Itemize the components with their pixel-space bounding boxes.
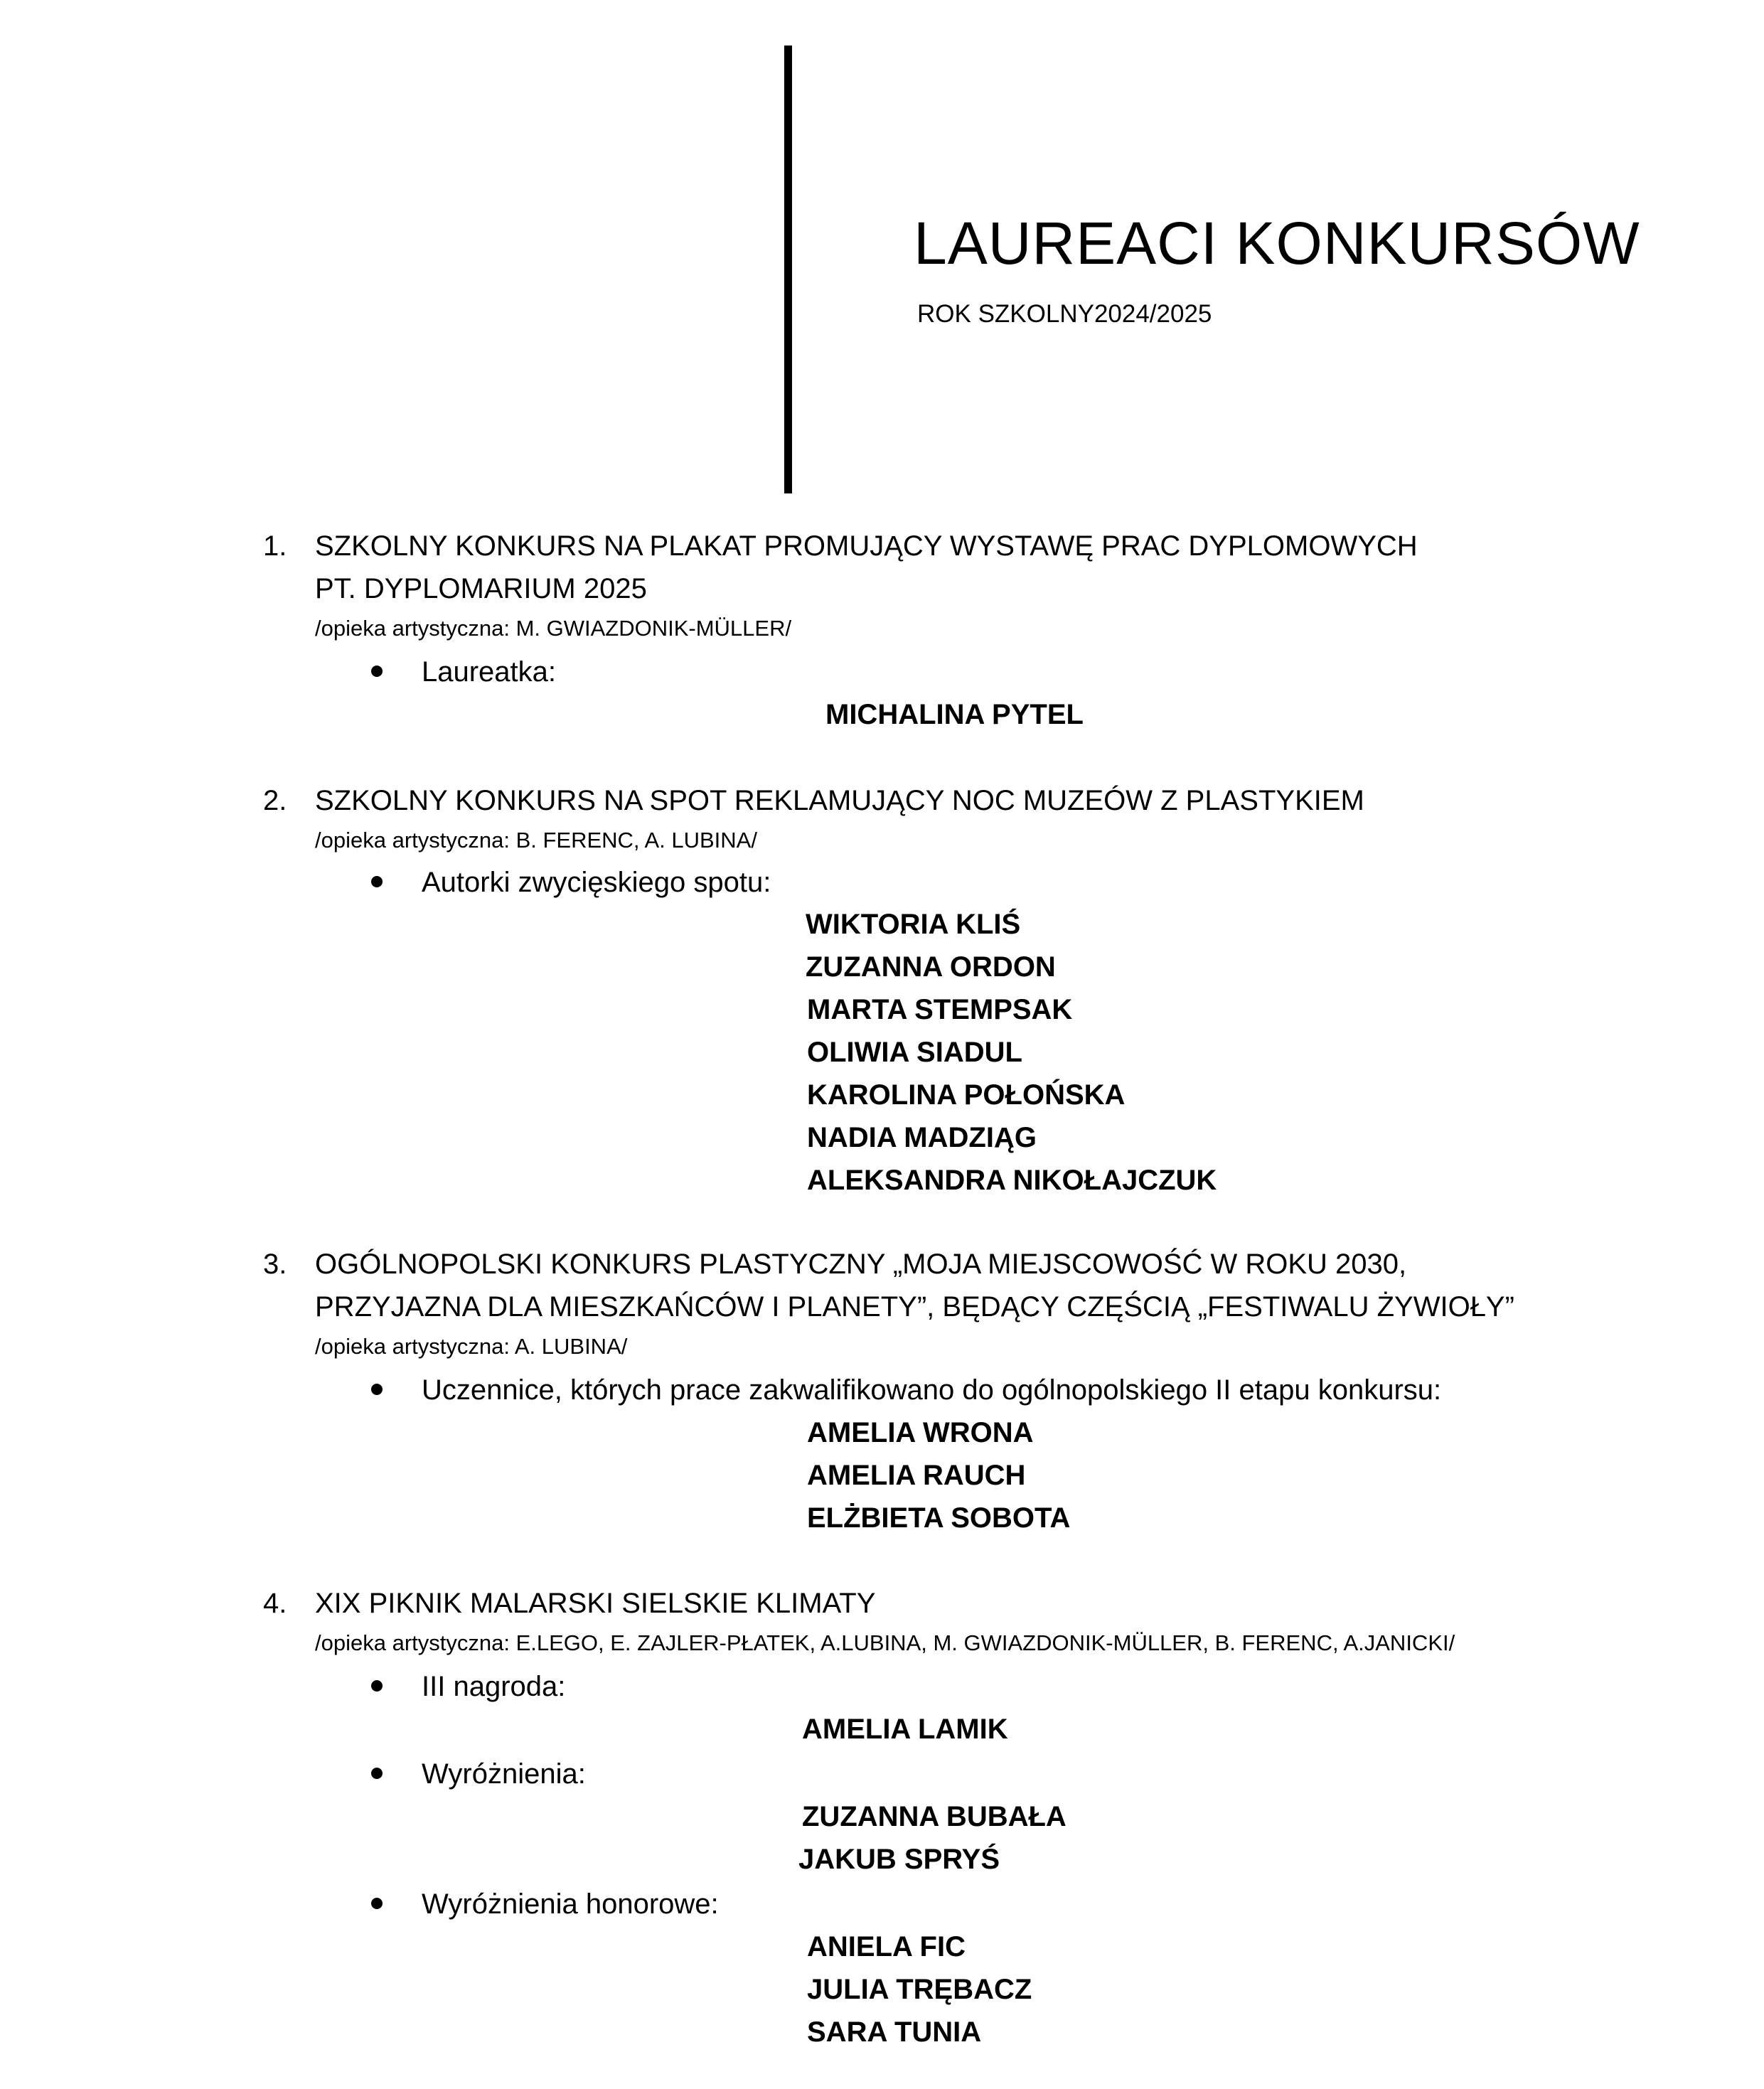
page-title: LAUREACI KONKURSÓW xyxy=(914,210,1640,277)
award-label: Uczennice, których prace zakwalifikowano do ogólnopolskiego II etapu konkursu: xyxy=(422,1374,1442,1406)
artistic-care-note: /opieka artystyczna: A. LUBINA/ xyxy=(315,1334,628,1359)
bullet-icon xyxy=(371,666,383,677)
laureate-name: ANIELA FIC xyxy=(807,1931,966,1962)
laureate-name: WIKTORIA KLIŚ xyxy=(806,909,1021,940)
award-label: Wyróżnienia: xyxy=(422,1758,586,1790)
bullet-icon xyxy=(371,1384,383,1395)
section-number: 4. xyxy=(263,1588,287,1619)
section-title-line: XIX PIKNIK MALARSKI SIELSKIE KLIMATY xyxy=(315,1588,876,1619)
award-label: Laureatka: xyxy=(422,656,557,688)
laureate-name: ZUZANNA BUBAŁA xyxy=(802,1801,1067,1832)
bullet-icon xyxy=(371,1680,383,1692)
laureate-name: SARA TUNIA xyxy=(807,2016,982,2048)
laureate-name: ALEKSANDRA NIKOŁAJCZUK xyxy=(807,1165,1217,1196)
artistic-care-note: /opieka artystyczna: B. FERENC, A. LUBINA/ xyxy=(315,828,757,853)
section-title-line: SZKOLNY KONKURS NA SPOT REKLAMUJĄCY NOC MUZEÓW Z PLASTYKIEM xyxy=(315,785,1364,816)
bullet-icon xyxy=(371,1898,383,1909)
section-title-line: PT. DYPLOMARIUM 2025 xyxy=(315,573,647,604)
bullet-icon xyxy=(371,876,383,887)
laureate-name: OLIWIA SIADUL xyxy=(807,1037,1022,1068)
section-title-line: SZKOLNY KONKURS NA PLAKAT PROMUJĄCY WYSTAWĘ PRAC DYPLOMOWYCH xyxy=(315,530,1418,562)
laureate-name: AMELIA RAUCH xyxy=(807,1460,1026,1491)
laureate-name: JULIA TRĘBACZ xyxy=(807,1974,1032,2005)
award-label: Autorki zwycięskiego spotu: xyxy=(422,867,771,898)
laureate-name: ELŻBIETA SOBOTA xyxy=(807,1502,1071,1534)
header-divider-line xyxy=(784,46,792,493)
laureate-name: ZUZANNA ORDON xyxy=(806,951,1056,983)
laureate-name: MICHALINA PYTEL xyxy=(825,699,1084,730)
award-label: Wyróżnienia honorowe: xyxy=(422,1888,719,1920)
section-number: 2. xyxy=(263,785,287,816)
laureate-name: AMELIA LAMIK xyxy=(802,1714,1008,1745)
section-number: 3. xyxy=(263,1249,287,1280)
laureate-name: MARTA STEMPSAK xyxy=(807,994,1073,1025)
artistic-care-note: /opieka artystyczna: M. GWIAZDONIK-MÜLLER/ xyxy=(315,616,792,641)
award-label: III nagroda: xyxy=(422,1671,566,1702)
section-number: 1. xyxy=(263,530,287,562)
section-title-line: PRZYJAZNA DLA MIESZKAŃCÓW I PLANETY”, BĘDĄCY CZĘŚCIĄ „FESTIWALU ŻYWIOŁY” xyxy=(315,1291,1514,1323)
laureate-name: AMELIA WRONA xyxy=(807,1417,1034,1448)
laureate-name: KAROLINA POŁOŃSKA xyxy=(807,1079,1126,1111)
laureate-name: JAKUB SPRYŚ xyxy=(798,1844,1000,1875)
laureate-name: NADIA MADZIĄG xyxy=(807,1122,1037,1153)
page-subtitle: ROK SZKOLNY2024/2025 xyxy=(917,300,1212,328)
section-title-line: OGÓLNOPOLSKI KONKURS PLASTYCZNY „MOJA MIEJSCOWOŚĆ W ROKU 2030, xyxy=(315,1249,1407,1280)
artistic-care-note: /opieka artystyczna: E.LEGO, E. ZAJLER-PŁATEK, A.LUBINA, M. GWIAZDONIK-MÜLLER, B. FERENC, A.JANICKI/ xyxy=(315,1630,1455,1655)
bullet-icon xyxy=(371,1768,383,1779)
